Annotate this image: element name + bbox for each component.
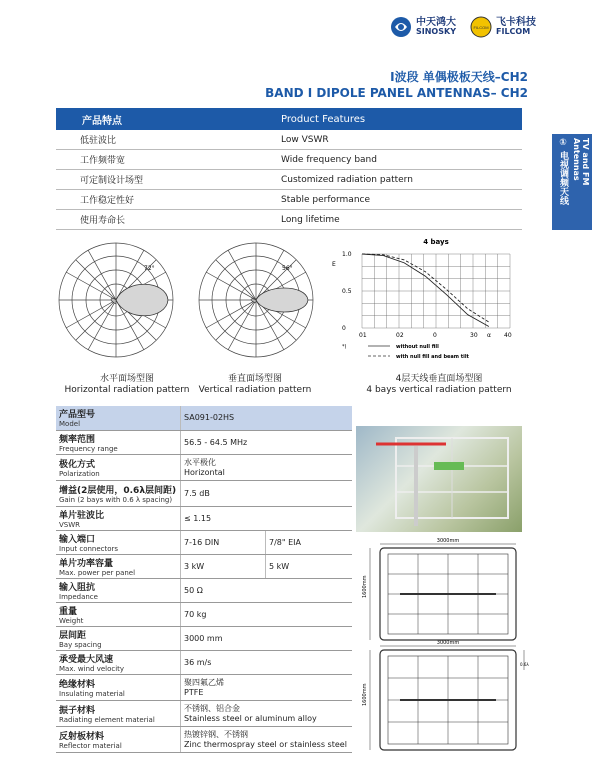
- spec-value: [181, 674, 353, 700]
- spec-row: [56, 578, 352, 602]
- spec-label: [56, 454, 181, 480]
- spec-row: [56, 430, 352, 454]
- features-header-en: Product Features: [269, 108, 522, 130]
- spec-value: [181, 480, 353, 506]
- feature-row: [56, 170, 522, 190]
- spec-label-zh: 承受最大风速: [59, 654, 114, 665]
- chart-caption-en: 4 bays vertical radiation pattern: [366, 385, 512, 395]
- feature-row: [56, 210, 522, 230]
- feature-zh: 工作频带宽: [56, 150, 269, 170]
- spec-value: [181, 554, 266, 578]
- spec-label: [56, 430, 181, 454]
- spec-label-en: Gain (2 bays with 0.6 λ spacing): [59, 495, 173, 504]
- feature-en: Customized radiation pattern: [269, 170, 522, 190]
- spec-label: [56, 480, 181, 506]
- antenna-photo-drawing: [356, 426, 522, 532]
- spec-value: [181, 700, 353, 726]
- spec-label-zh: 单片功率容量: [59, 558, 114, 569]
- spec-value-main: 56.5 - 64.5 MHz: [184, 437, 248, 447]
- spec-label-zh: 产品型号: [59, 410, 96, 421]
- four-bays-chart: [328, 234, 518, 364]
- spec-value-main: 热镀锌钢、不锈钢: [184, 730, 248, 739]
- side-tab-zh: ① 电视调频天线: [558, 138, 568, 206]
- spec-label-en: Insulating material: [59, 689, 125, 698]
- title-zh: I波段 单偶极板天线–CH2: [390, 70, 528, 84]
- spec-label: [56, 650, 181, 674]
- title-en: BAND I DIPOLE PANEL ANTENNAS– CH2: [265, 86, 528, 100]
- spec-label-en: Radiating element material: [59, 715, 155, 724]
- spec-label-en: Polarization: [59, 469, 100, 478]
- spec-label: [56, 578, 181, 602]
- spec-label: [56, 726, 181, 752]
- spec-value-main: ≤ 1.15: [184, 513, 212, 523]
- spec-value-sub: Stainless steel or aluminum alloy: [184, 714, 317, 723]
- spec-label-en: Frequency range: [59, 444, 118, 453]
- feature-zh: 低驻波比: [56, 130, 269, 150]
- spec-label-en: Max. wind velocity: [59, 664, 125, 673]
- sinosky-logo-icon: [390, 16, 412, 38]
- sinosky-zh: 中天鸿大: [416, 17, 456, 28]
- spec-label-en: Weight: [59, 616, 84, 625]
- spec-row: [56, 650, 352, 674]
- spec-label-zh: 输入阻抗: [59, 582, 96, 593]
- spec-value: [181, 726, 353, 752]
- spec-value: [181, 530, 266, 554]
- spec-label: [56, 700, 181, 726]
- h-caption-en: Horizontal radiation pattern: [64, 385, 190, 395]
- chart-xtick: 02: [396, 332, 404, 339]
- v-caption-en: Vertical radiation pattern: [198, 385, 312, 395]
- chart-xtick: α: [487, 332, 491, 339]
- dim-width: 3000mm: [436, 538, 460, 544]
- chart-ytick: 1.0: [342, 251, 352, 258]
- chart-xtick: 40: [504, 332, 512, 339]
- legend-1: without null fill: [396, 344, 439, 350]
- spec-value: [181, 406, 353, 430]
- spec-value: [181, 650, 353, 674]
- spec-row: [56, 554, 352, 578]
- feature-row: [56, 150, 522, 170]
- spec-label: [56, 554, 181, 578]
- horizontal-pattern-diagram: [56, 240, 176, 360]
- filcom-zh: 飞卡科技: [496, 17, 536, 28]
- spec-label-en: Input connectors: [59, 544, 119, 553]
- logo-row: [390, 16, 536, 38]
- spec-row: [56, 480, 352, 506]
- spec-value-main: SA091-02HS: [184, 413, 235, 423]
- legend-2: with null fill and beam tilt: [396, 354, 469, 360]
- spec-value-main: 50 Ω: [184, 585, 203, 595]
- v-pattern-caption: [180, 374, 330, 396]
- features-table: [56, 108, 522, 230]
- feature-en: Low VSWR: [269, 130, 522, 150]
- chart-title: 4 bays: [423, 238, 449, 246]
- spec-row: [56, 454, 352, 480]
- chart-caption-zh: 4层天线垂直面场型图: [395, 374, 483, 384]
- spec-label-zh: 层间距: [59, 630, 87, 641]
- spec-label: [56, 674, 181, 700]
- filcom-en: FILCOM: [496, 27, 531, 36]
- spec-value: [181, 454, 353, 480]
- spec-value-2: 7/8" EIA: [266, 530, 353, 554]
- chart-xtick: 01: [359, 332, 367, 339]
- spec-value-sub: Horizontal: [184, 468, 225, 477]
- h-caption-zh: 水平面场型图: [99, 374, 154, 384]
- chart-series-line: [362, 254, 489, 322]
- spec-row: [56, 530, 352, 554]
- filcom-logo: [470, 16, 536, 38]
- h-angle: 72°: [144, 265, 155, 272]
- spec-label: [56, 626, 181, 650]
- spec-value-main: 水平极化: [184, 458, 216, 467]
- feature-row: [56, 130, 522, 150]
- spec-row: [56, 626, 352, 650]
- antenna-photo: [356, 426, 522, 532]
- spec-value: [181, 578, 353, 602]
- spec-value-main: 36 m/s: [184, 657, 212, 667]
- spec-label: [56, 530, 181, 554]
- spec-value-main: 7.5 dB: [184, 488, 210, 498]
- dim-side: 0.6λ: [520, 662, 529, 667]
- dim-width-2: 3000mm: [436, 640, 460, 646]
- spec-row: [56, 700, 352, 726]
- feature-zh: 工作稳定性好: [56, 190, 269, 210]
- spec-row: [56, 726, 352, 752]
- sinosky-en: SINOSKY: [416, 27, 456, 36]
- spec-label: [56, 506, 181, 530]
- feature-zh: 可定制设计场型: [56, 170, 269, 190]
- spec-label-en: VSWR: [59, 520, 81, 529]
- chart-caption: [356, 374, 522, 396]
- feature-en: Wide frequency band: [269, 150, 522, 170]
- spec-value: [181, 602, 353, 626]
- spec-label-en: Reflector material: [59, 741, 122, 750]
- dim-height: 1600mm: [362, 575, 368, 598]
- spec-value-main: 70 kg: [184, 609, 207, 619]
- spec-row: [56, 602, 352, 626]
- sinosky-logo: [390, 16, 456, 38]
- side-tab: [552, 134, 592, 230]
- chart-xtick: 30: [470, 332, 478, 339]
- vertical-pattern-diagram: [196, 240, 316, 360]
- spec-row: [56, 506, 352, 530]
- spec-label-zh: 绝缘材料: [59, 679, 96, 690]
- spec-value-sub: PTFE: [184, 688, 204, 697]
- features-header-zh: 产品特点: [56, 108, 269, 130]
- feature-en: Stable performance: [269, 190, 522, 210]
- spec-header-row: [56, 406, 352, 430]
- side-view-drawing: [356, 640, 536, 756]
- legend-prefix: *): [342, 344, 347, 350]
- spec-label-zh: 极化方式: [59, 459, 96, 470]
- spec-value-main: 3000 mm: [184, 633, 223, 643]
- feature-zh: 使用寿命长: [56, 210, 269, 230]
- svg-text:FILCOM: FILCOM: [473, 25, 489, 30]
- spec-value: [181, 506, 353, 530]
- feature-row: [56, 190, 522, 210]
- chart-ylabel: E: [332, 261, 336, 268]
- spec-value: [181, 626, 353, 650]
- front-view-drawing: [356, 538, 522, 646]
- chart-ytick: 0: [342, 325, 346, 332]
- chart-ytick: 0.5: [342, 288, 352, 295]
- spec-value-sub: Zinc thermospray steel or stainless steel: [184, 740, 347, 749]
- spec-label-zh: 振子材料: [59, 705, 96, 716]
- spec-value-main: 7-16 DIN: [184, 537, 220, 547]
- spec-row: [56, 674, 352, 700]
- spec-label-zh: 单片驻波比: [59, 510, 105, 521]
- spec-label-zh: 频率范围: [59, 434, 96, 445]
- spec-label-en: Bay spacing: [59, 640, 102, 649]
- filcom-logo-icon: [470, 16, 492, 38]
- spec-label-zh: 增益(2层使用，0.6λ层间距): [59, 485, 177, 496]
- spec-label-zh: 重量: [59, 606, 78, 617]
- spec-value: [181, 430, 353, 454]
- spec-label-zh: 反射板材料: [59, 731, 105, 742]
- spec-label-en: Impedance: [59, 592, 98, 601]
- spec-value-2: 5 kW: [266, 554, 353, 578]
- spec-label: [56, 406, 181, 430]
- v-caption-zh: 垂直面场型图: [227, 374, 282, 384]
- feature-en: Long lifetime: [269, 210, 522, 230]
- dim-height-2: 1600mm: [362, 683, 368, 706]
- v-angle: 56°: [282, 265, 293, 272]
- side-tab-en: TV and FM Antennas: [572, 138, 590, 186]
- spec-label-en: Model: [59, 420, 81, 429]
- chart-xtick: 0: [433, 332, 437, 339]
- spec-value-main: 聚四氟乙烯: [184, 678, 224, 687]
- spec-value-main: 不锈钢、铝合金: [184, 704, 240, 713]
- spec-label-zh: 输入端口: [59, 534, 96, 545]
- spec-label: [56, 602, 181, 626]
- spec-table: [56, 406, 352, 753]
- spec-value-main: 3 kW: [184, 561, 205, 571]
- spec-label-en: Max. power per panel: [59, 568, 136, 577]
